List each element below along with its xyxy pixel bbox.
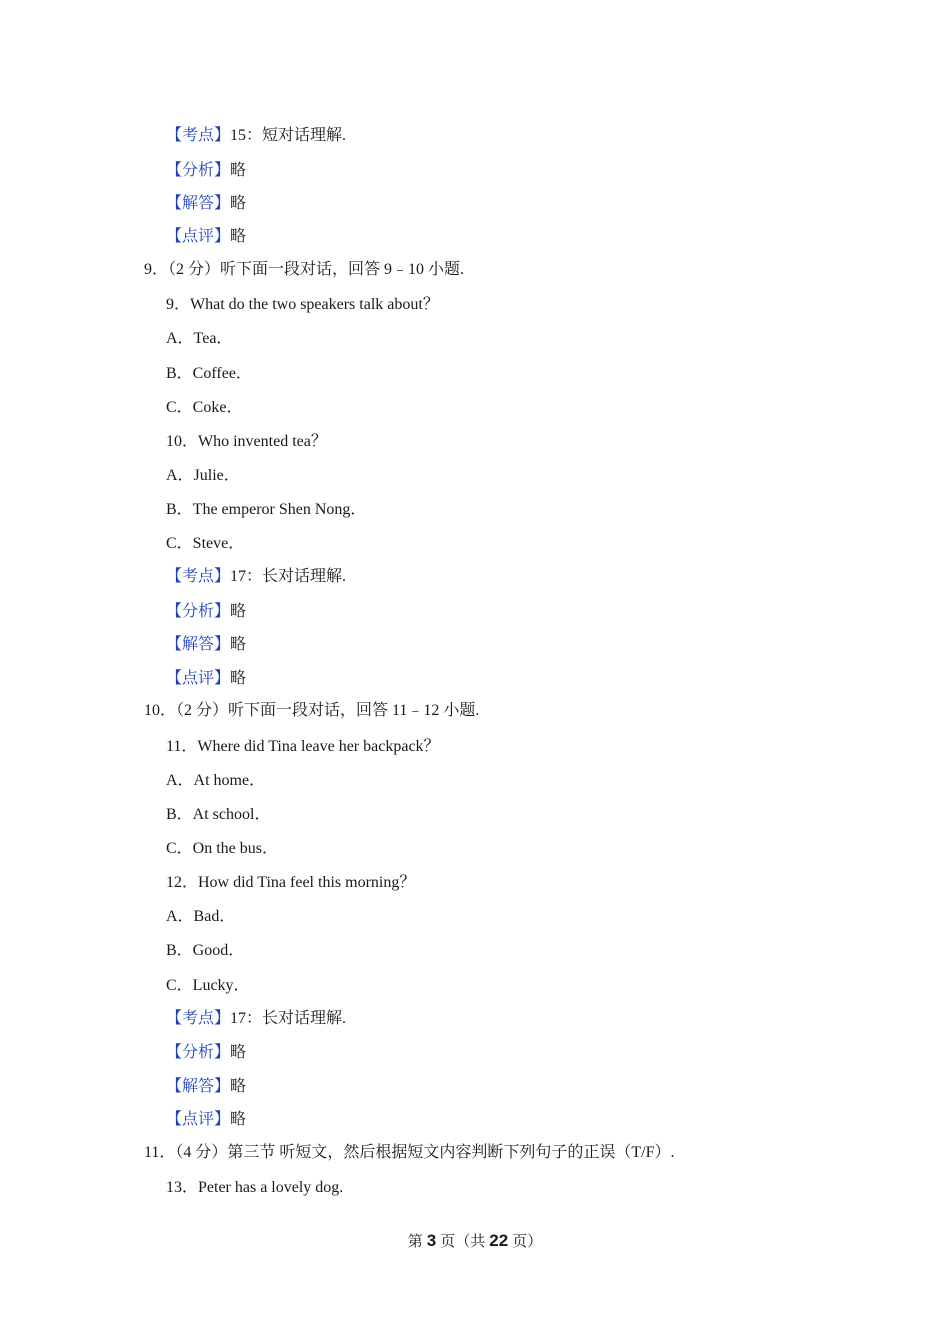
jieda-line [166,1077,246,1097]
jieda-line [166,194,246,214]
kaodian-line [166,126,346,146]
dianping-text: 略 [230,228,247,245]
dianping-tag: 【点评】 [166,670,231,687]
fenxi-line [166,161,246,181]
page-number: 3 [426,1231,437,1250]
dianping-tag: 【点评】 [166,228,231,245]
page-footer [0,1230,950,1251]
question-11-header: 11．（4 分）第三节 听短文，然后根据短文内容判断下列句子的正误（T/F）. [144,1144,675,1161]
dianping-text: 略 [230,670,247,687]
option-b: B．The emperor Shen Nong． [166,501,367,518]
dianping-text: 略 [230,1111,247,1128]
jieda-tag: 【解答】 [166,195,231,212]
kaodian-line [166,1009,346,1029]
kaodian-text: 17：长对话理解. [230,568,347,585]
subquestion-11: 11．Where did Tina leave her backpack？ [166,738,440,755]
fenxi-text: 略 [230,162,247,179]
kaodian-tag: 【考点】 [166,1010,231,1027]
jieda-tag: 【解答】 [166,1078,231,1095]
kaodian-tag: 【考点】 [166,568,231,585]
fenxi-tag: 【分析】 [166,1044,231,1061]
option-c: C．Coke． [166,399,243,416]
kaodian-tag: 【考点】 [166,127,231,144]
option-b: B．Good． [166,942,245,959]
subquestion-12: 12．How did Tina feel this morning？ [166,874,416,891]
kaodian-text: 15：短对话理解. [230,127,347,144]
option-c: C．Steve． [166,535,245,552]
footer-prefix: 第 [407,1234,423,1250]
dianping-tag: 【点评】 [166,1111,231,1128]
option-a: A．Julie． [166,467,240,484]
fenxi-line [166,1043,246,1063]
kaodian-text: 17：长对话理解. [230,1010,347,1027]
dianping-line [166,227,246,247]
fenxi-text: 略 [230,1044,247,1061]
option-b: B．At school． [166,806,271,823]
option-c: C．Lucky． [166,977,250,994]
dianping-line [166,1110,246,1130]
jieda-text: 略 [230,1078,247,1095]
option-a: A．Tea． [166,330,233,347]
jieda-tag: 【解答】 [166,636,231,653]
fenxi-line [166,602,246,622]
jieda-line [166,635,246,655]
dianping-line [166,669,246,689]
option-b: B．Coffee． [166,365,252,382]
footer-suffix: 页） [512,1234,543,1250]
jieda-text: 略 [230,195,247,212]
kaodian-line [166,567,346,587]
subquestion-10: 10．Who invented tea？ [166,433,327,450]
footer-middle: 页（共 [440,1234,486,1250]
fenxi-tag: 【分析】 [166,162,231,179]
question-9-header: 9．（2 分）听下面一段对话，回答 9﹣10 小题. [144,261,465,278]
subquestion-9: 9．What do the two speakers talk about？ [166,296,439,313]
option-a: A．Bad． [166,908,236,925]
option-c: C．On the bus． [166,840,279,857]
jieda-text: 略 [230,636,247,653]
total-pages: 22 [489,1231,509,1250]
fenxi-tag: 【分析】 [166,603,231,620]
question-10-header: 10．（2 分）听下面一段对话，回答 11﹣12 小题. [144,702,480,719]
subquestion-13: 13．Peter has a lovely dog. [166,1179,344,1196]
fenxi-text: 略 [230,603,247,620]
option-a: A．At home． [166,772,266,789]
